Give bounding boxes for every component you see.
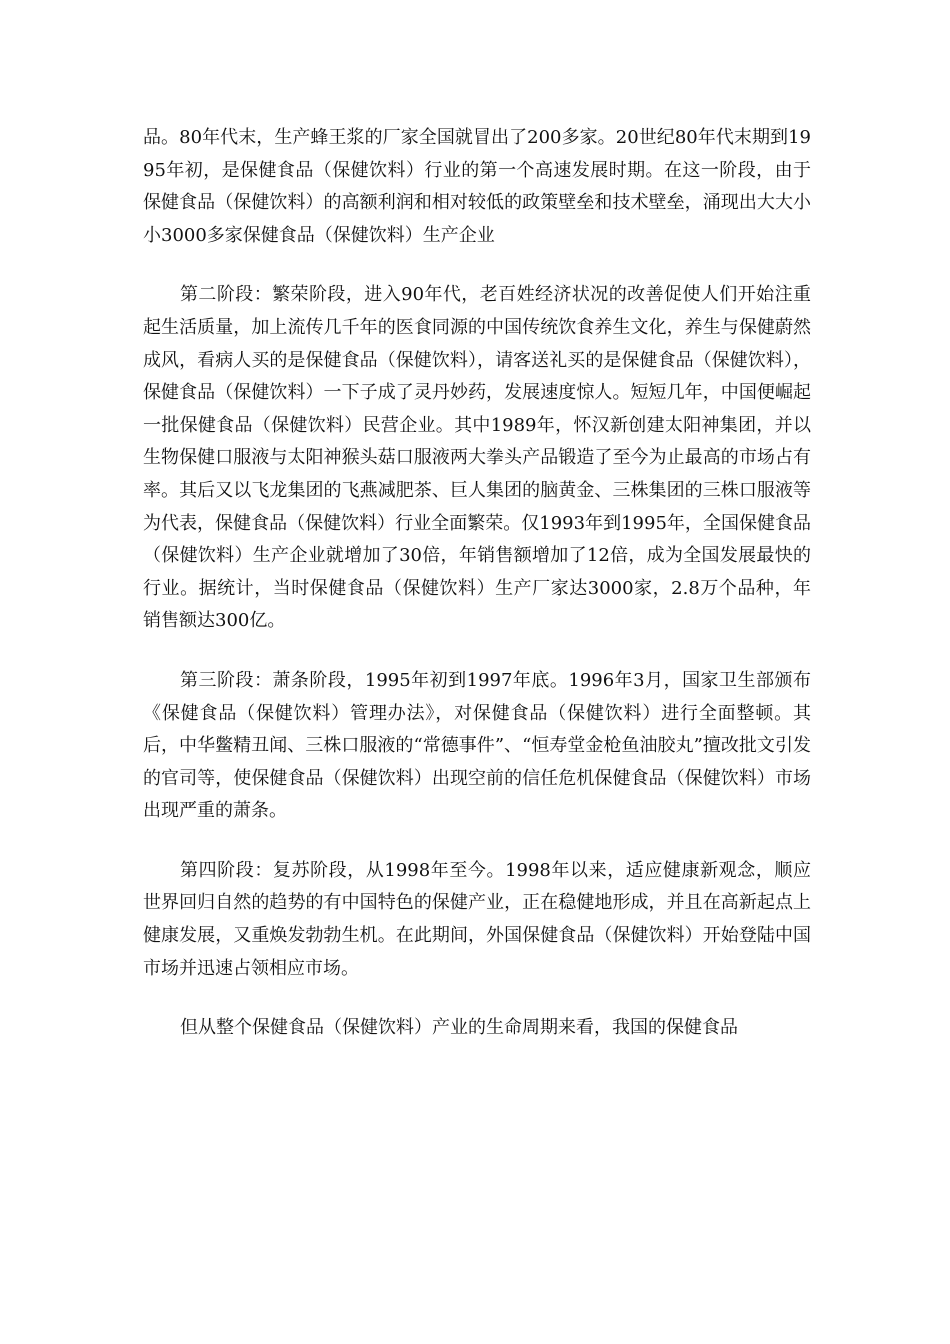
paragraph-stage-one-continued: 品。80年代末，生产蜂王浆的厂家全国就冒出了200多家。20世纪80年代末期到1995年初，是保健食品（保健饮料）行业的第一个高速发展时期。在这一阶段，由于保健食品（保健饮料）的高额利润和相对较低的政策壁垒和技术壁垒，涌现出大大小小3000多家保健食品（保健饮料）生产企业 xyxy=(143,127,811,246)
paragraph-stage-four: 第四阶段：复苏阶段，从1998年至今。1998年以来，适应健康新观念，顺应世界回归自然的趋势的有中国特色的保健产业，正在稳健地形成，并且在高新起点上健康发展，又重焕发勃勃生机。在此期间，外国保健食品（保健饮料）开始登陆中国市场并迅速占领相应市场。 xyxy=(143,859,811,979)
document-body xyxy=(143,122,811,1072)
paragraph-stage-two: 第二阶段：繁荣阶段，进入90年代，老百姓经济状况的改善促使人们开始注重起生活质量，加上流传几千年的医食同源的中国传统饮食养生文化，养生与保健蔚然成风，看病人买的是保健食品（保健饮料），请客送礼买的是保健食品（保健饮料），保健食品（保健饮料）一下子成了灵丹妙药，发展速度惊人。短短几年，中国便崛起一批保健食品（保健饮料）民营企业。其中1989年，怀汉新创建太阳神集团，并以生物保健口服液与太阳神猴头菇口服液两大拳头产品锻造了至今为止最高的市场占有率。其后又以飞龙集团的飞燕减肥茶、巨人集团的脑黄金、三株集团的三株口服液等为代表，保健食品（保健饮料）行业全面繁荣。仅1993年到1995年，全国保健食品（保健饮料）生产企业就增加了30倍，年销售额增加了12倍，成为全国发展最快的行业。据统计，当时保健食品（保健饮料）生产厂家达3000家，2.8万个品种，年销售额达300亿。 xyxy=(143,284,811,632)
paragraph-lifecycle: 但从整个保健食品（保健饮料）产业的生命周期来看，我国的保健食品 xyxy=(180,1017,738,1039)
paragraph-stage-three: 第三阶段：萧条阶段，1995年初到1997年底。1996年3月，国家卫生部颁布《保健食品（保健饮料）管理办法》，对保健食品（保健饮料）进行全面整顿。其后，中华鳖精丑闻、三株口服液的“常德事件”、“恒寿堂金枪鱼油胶丸”擅改批文引发的官司等，使保健食品（保健饮料）出现空前的信任危机保健食品（保健饮料）市场出现严重的萧条。 xyxy=(143,669,811,822)
